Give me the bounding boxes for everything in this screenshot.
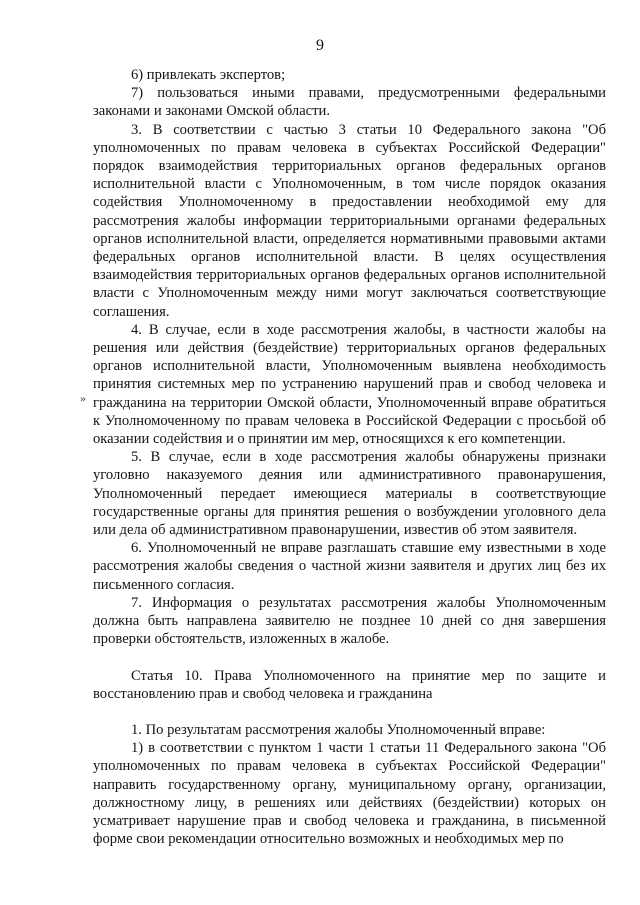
paragraph-item-7: 7) пользоваться иными правами, предусмотренными федеральными законами и законами Омской области. <box>93 85 606 120</box>
paragraph-4: 4. В случае, если в ходе рассмотрения жалобы, в частности жалобы на решения или действия (бездействие) территориальных органов федеральных органов исполнительной власти, Уполномоченным выявлена необходимость принятия системных мер по устранению нарушений прав и свобод человека и гражданина на территории Омской области, Уполномоченный вправе обратиться к Уполномоченному по правам человека в Российской Федерации с просьбой об оказании содействия и о принятии им мер, относящихся к его компетенции. <box>93 321 606 448</box>
article-heading: Статья 10. Права Уполномоченного на принятие мер по защите и восстановлению прав и свобод человека и гражданина <box>93 667 606 702</box>
margin-mark: » <box>80 391 86 405</box>
article-paragraph-1: 1. По результатам рассмотрения жалобы Уполномоченный вправе: <box>131 721 546 738</box>
article-subparagraph-1: 1) в соответствии с пунктом 1 части 1 статьи 11 Федерального закона "Об уполномоченных по правам человека в субъектах Российской Федерации" направить государственному органу, муниципальному органу, организации, должностному лицу, в решениях или действиях (бездействии) которых он усматривает нарушение прав и свобод человека и гражданина, в письменной форме свои рекомендации относительно возможных и необходимых мер по <box>93 740 606 848</box>
page-number: 9 <box>316 37 324 54</box>
spacer <box>93 703 606 721</box>
paragraph-6: 6. Уполномоченный не вправе разглашать ставшие ему известными в ходе рассмотрения жалобы сведения о частной жизни заявителя и других лиц без их письменного согласия. <box>93 540 606 593</box>
paragraph-3: 3. В соответствии с частью 3 статьи 10 Федерального закона "Об уполномоченных по правам человека в субъектах Российской Федерации" порядок взаимодействия территориальных органов федеральных органов исполнительной власти с Уполномоченным, в том числе порядок оказания содействия Уполномоченному в предоставлении необходимой ему для рассмотрения жалобы информации территориальными органами федеральных органов исполнительной власти, определяется нормативными правовыми актами федеральных органов исполнительной власти. В целях осуществления взаимодействия территориальных органов федеральных органов исполнительной власти с Уполномоченным между ними могут заключаться соответствующие соглашения. <box>93 121 606 320</box>
document-body <box>93 66 606 848</box>
paragraph-7: 7. Информация о результатах рассмотрения жалобы Уполномоченным должна быть направлена заявителю не позднее 10 дней со дня завершения проверки обстоятельств, изложенных в жалобе. <box>93 594 606 648</box>
paragraph-item-6: 6) привлекать экспертов; <box>131 67 286 83</box>
paragraph-5: 5. В случае, если в ходе рассмотрения жалобы обнаружены признаки уголовно наказуемого деяния или административного правонарушения, Уполномоченный передает имеющиеся материалы в соответствующие государственные органы для принятия решения о возбуждении уголовного дела или дела об административном правонарушении, известив об этом заявителя. <box>93 449 606 539</box>
spacer <box>93 649 606 667</box>
